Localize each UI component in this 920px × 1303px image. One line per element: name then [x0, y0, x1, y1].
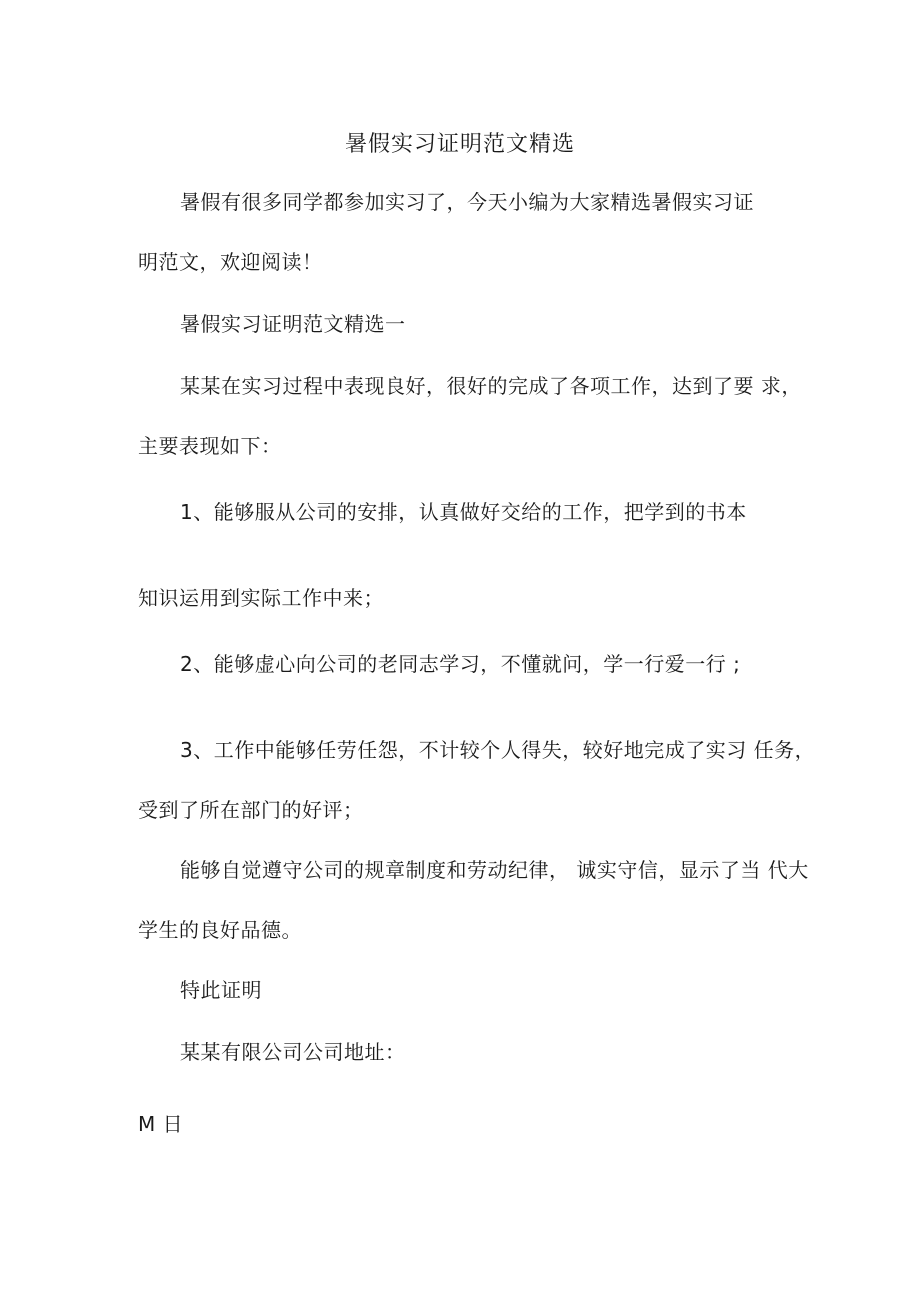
- section-heading: 暑假实习证明范文精选一: [180, 312, 406, 336]
- conduct-paragraph-line-2: 学生的良好品德。: [138, 918, 302, 942]
- list-item-1-line-1: 1、能够服从公司的安排，认真做好交给的工作，把学到的书本: [180, 500, 747, 524]
- certification-statement: 特此证明: [180, 978, 262, 1002]
- company-address: 某某有限公司公司地址：: [180, 1040, 406, 1064]
- conduct-paragraph-line-1: 能够自觉遵守公司的规章制度和劳动纪律， 诚实守信，显示了当 代大: [180, 858, 809, 882]
- list-item-2: 2、能够虚心向公司的老同志学习，不懂就问，学一行爱一行 ;: [180, 652, 741, 676]
- list-item-1-line-2: 知识运用到实际工作中来；: [138, 586, 384, 610]
- date-line: M 日: [138, 1112, 184, 1136]
- list-item-3-line-1: 3、工作中能够任劳任怨，不计较个人得失，较好地完成了实习 任务，: [180, 738, 816, 762]
- performance-paragraph-line-1: 某某在实习过程中表现良好，很好的完成了各项工作，达到了要 求，: [180, 374, 802, 398]
- intro-paragraph-line-1: 暑假有很多同学都参加实习了，今天小编为大家精选暑假实习证: [180, 190, 754, 214]
- performance-paragraph-line-2: 主要表现如下：: [138, 434, 282, 458]
- intro-paragraph-line-2: 明范文，欢迎阅读！: [138, 250, 323, 274]
- list-item-3-line-2: 受到了所在部门的好评；: [138, 798, 364, 822]
- document-title: 暑假实习证明范文精选: [344, 132, 575, 157]
